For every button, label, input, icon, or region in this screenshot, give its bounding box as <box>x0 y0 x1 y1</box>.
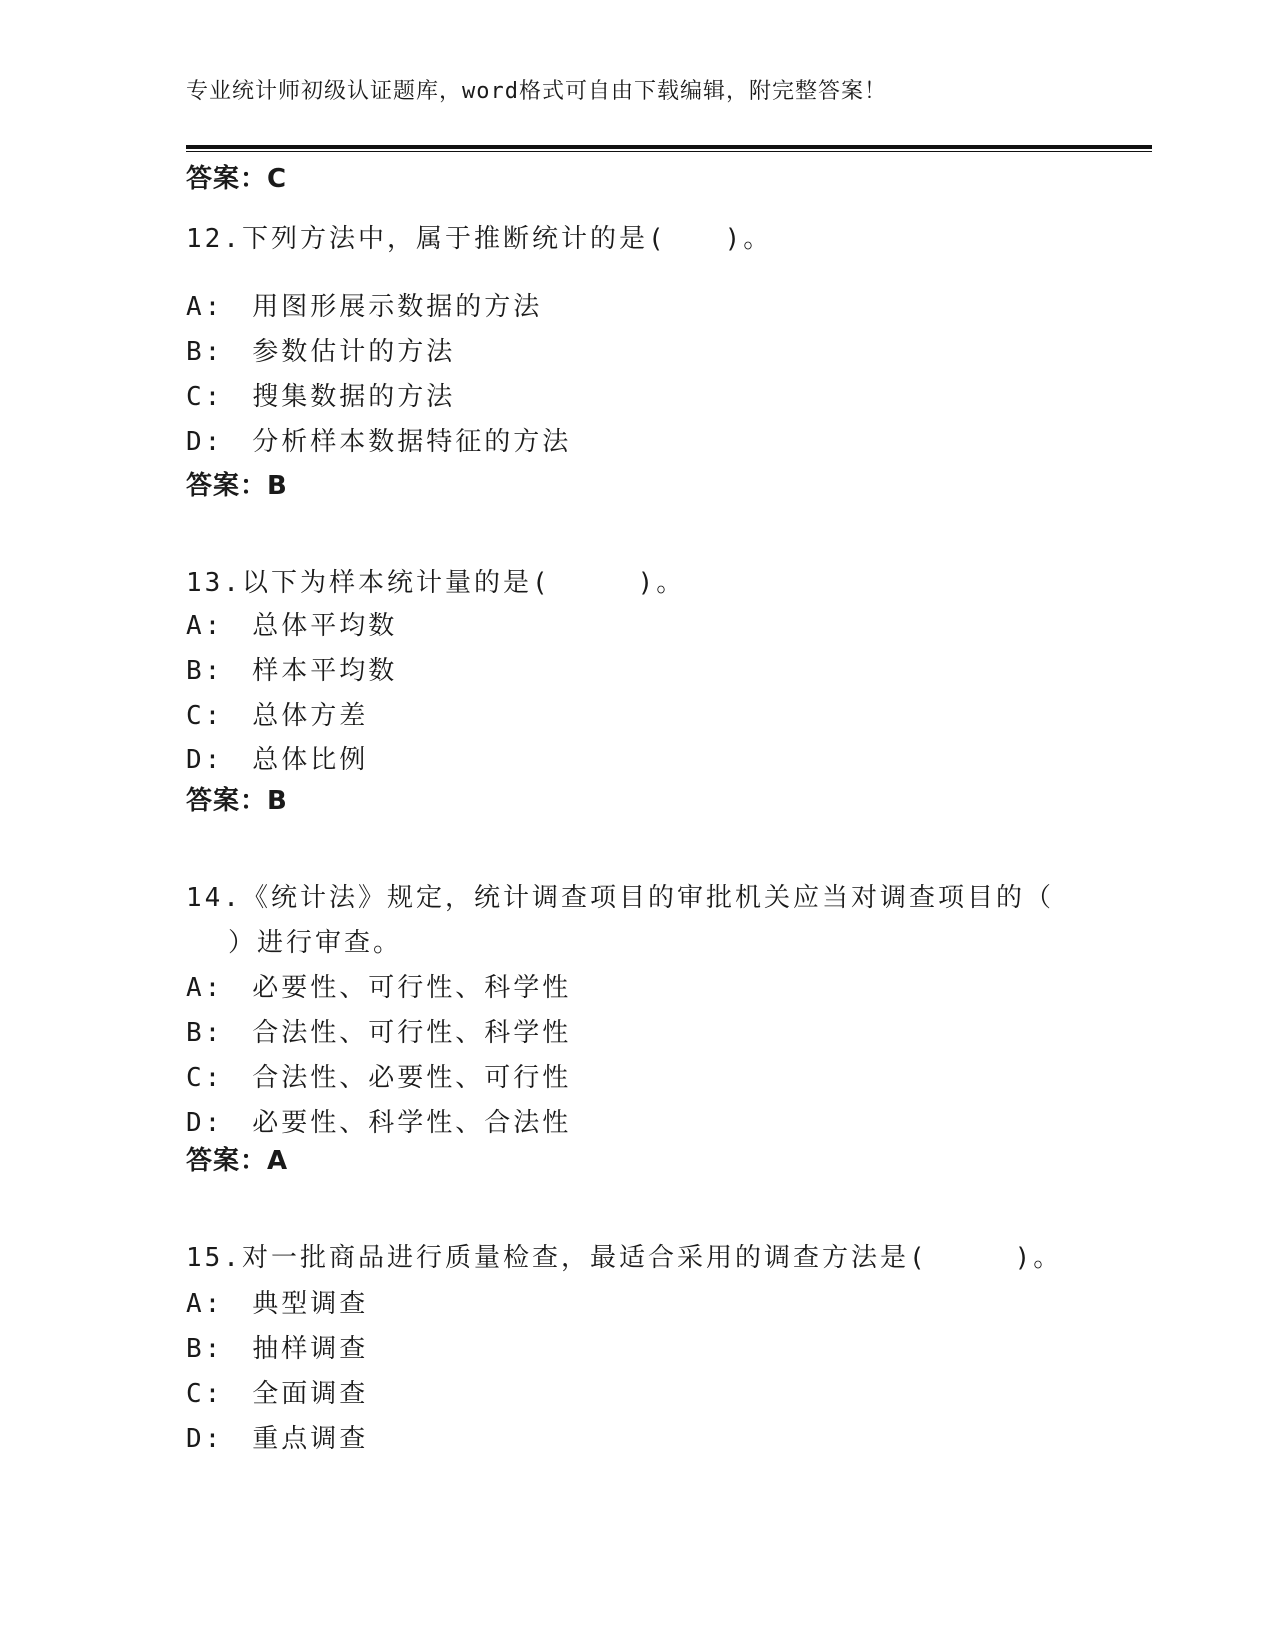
question-14-option-a: A: 必要性、可行性、科学性 <box>186 973 572 1003</box>
question-13-option-a: A: 总体平均数 <box>186 611 398 641</box>
question-12-option-a: A: 用图形展示数据的方法 <box>186 292 543 322</box>
question-14-option-b: B: 合法性、可行性、科学性 <box>186 1018 572 1048</box>
question-12-stem: 12.下列方法中，属于推断统计的是( )。 <box>186 224 773 254</box>
question-15-option-d: D: 重点调查 <box>186 1424 369 1454</box>
answer-13: 答案：B <box>186 786 288 816</box>
question-14-stem-continuation: ）进行审查。 <box>228 928 403 958</box>
question-14-option-c: C: 合法性、必要性、可行性 <box>186 1063 572 1093</box>
question-15-option-b: B: 抽样调查 <box>186 1334 369 1364</box>
question-13-option-d: D: 总体比例 <box>186 745 369 775</box>
header-rule-thick <box>186 145 1152 149</box>
question-15-stem: 15.对一批商品进行质量检查，最适合采用的调查方法是( )。 <box>186 1243 1063 1273</box>
answer-12: 答案：B <box>186 471 288 501</box>
question-13-option-b: B: 样本平均数 <box>186 656 398 686</box>
question-12-option-d: D: 分析样本数据特征的方法 <box>186 427 572 457</box>
question-12-option-b: B: 参数估计的方法 <box>186 337 456 367</box>
question-12-option-c: C: 搜集数据的方法 <box>186 382 456 412</box>
answer-14: 答案：A <box>186 1146 289 1176</box>
question-15-option-c: C: 全面调查 <box>186 1379 369 1409</box>
question-14-option-d: D: 必要性、科学性、合法性 <box>186 1108 572 1138</box>
header-rule-thin <box>186 151 1152 152</box>
answer-11: 答案：C <box>186 164 288 194</box>
page-header: 专业统计师初级认证题库，word格式可自由下载编辑，附完整答案！ <box>186 79 887 104</box>
question-13-stem: 13.以下为样本统计量的是( )。 <box>186 568 686 598</box>
question-15-option-a: A: 典型调查 <box>186 1289 369 1319</box>
question-14-stem: 14.《统计法》规定，统计调查项目的审批机关应当对调查项目的（ <box>186 883 1054 913</box>
question-13-option-c: C: 总体方差 <box>186 701 369 731</box>
